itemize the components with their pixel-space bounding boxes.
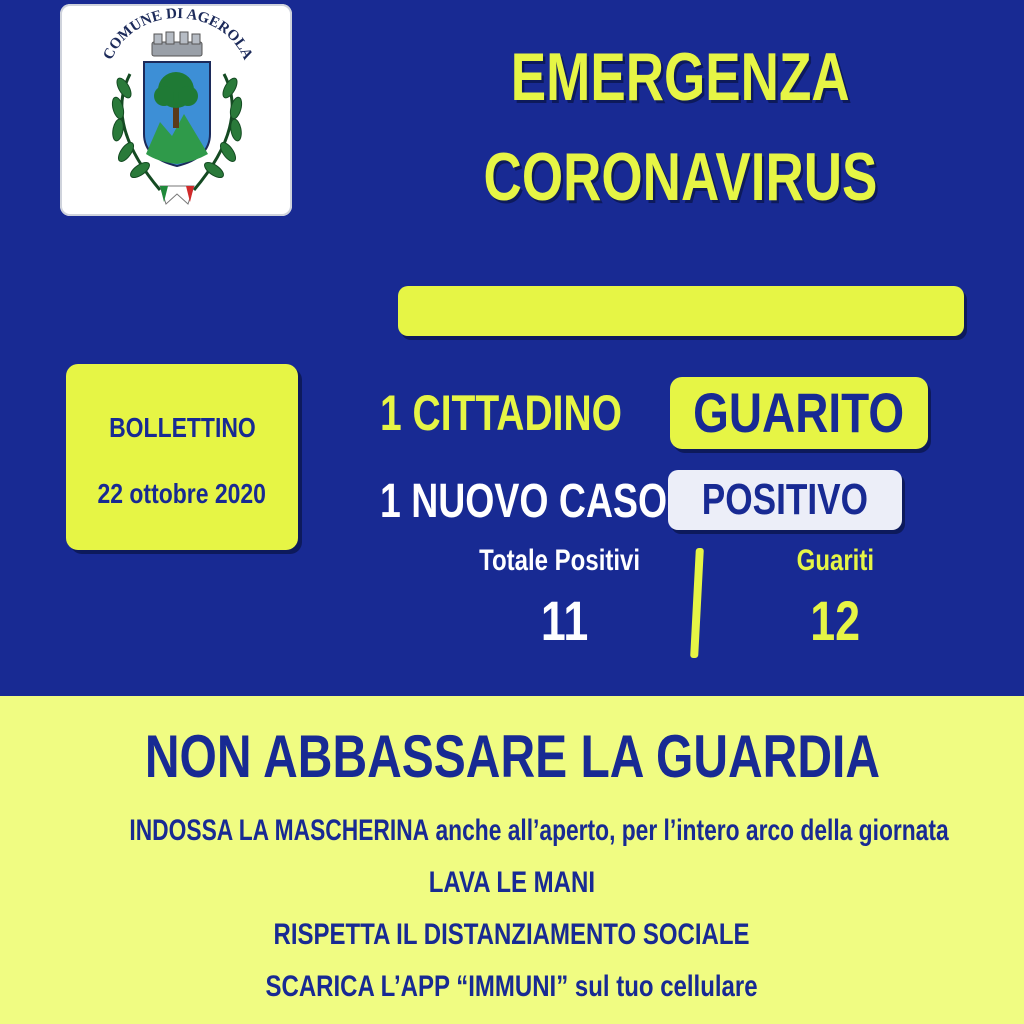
total-positive-value: 11 xyxy=(541,589,589,652)
shield-icon xyxy=(144,62,210,166)
bulletin-title: BOLLETTINO xyxy=(108,412,256,443)
ribbon-icon xyxy=(160,186,194,204)
advice-app-bold: SCARICA L’APP “IMMUNI” xyxy=(265,970,569,1003)
bulletin-date: 22 ottobre 2020 xyxy=(97,478,267,509)
new-case-text: 1 NUOVO CASO xyxy=(380,475,668,528)
total-positive-label: Totale Positivi xyxy=(479,544,641,577)
advice-wash-hands: LAVA LE MANI xyxy=(428,866,596,899)
bulletin-box xyxy=(66,364,298,550)
municipality-logo xyxy=(60,4,292,216)
banner-bar xyxy=(398,286,964,336)
stats-divider xyxy=(690,548,704,658)
advice-app-rest: sul tuo cellulare xyxy=(568,970,759,1003)
coat-of-arms-icon xyxy=(60,4,292,216)
logo-text: COMUNE DI AGEROLA xyxy=(100,5,256,63)
headline-coronavirus: CORONAVIRUS xyxy=(483,139,877,215)
crown-icon xyxy=(152,32,202,56)
advice-title: NON ABBASSARE LA GUARDIA xyxy=(144,723,880,790)
advice-mask-bold: INDOSSA LA MASCHERINA xyxy=(129,814,430,847)
advice-mask xyxy=(0,814,1024,848)
recovered-label: Guariti xyxy=(796,544,874,577)
recovered-tag: GUARITO xyxy=(670,377,928,449)
headline-emergency: EMERGENZA xyxy=(510,39,850,115)
recovered-value: 12 xyxy=(810,589,860,652)
advice-distancing: RISPETTA IL DISTANZIAMENTO SOCIALE xyxy=(273,918,751,951)
positive-tag: POSITIVO xyxy=(668,470,902,530)
advice-app xyxy=(0,970,1024,1004)
advice-mask-rest: anche all’aperto, per l’intero arco della giornata xyxy=(429,814,949,847)
recovered-citizen-text: 1 CITTADINO xyxy=(380,385,622,441)
